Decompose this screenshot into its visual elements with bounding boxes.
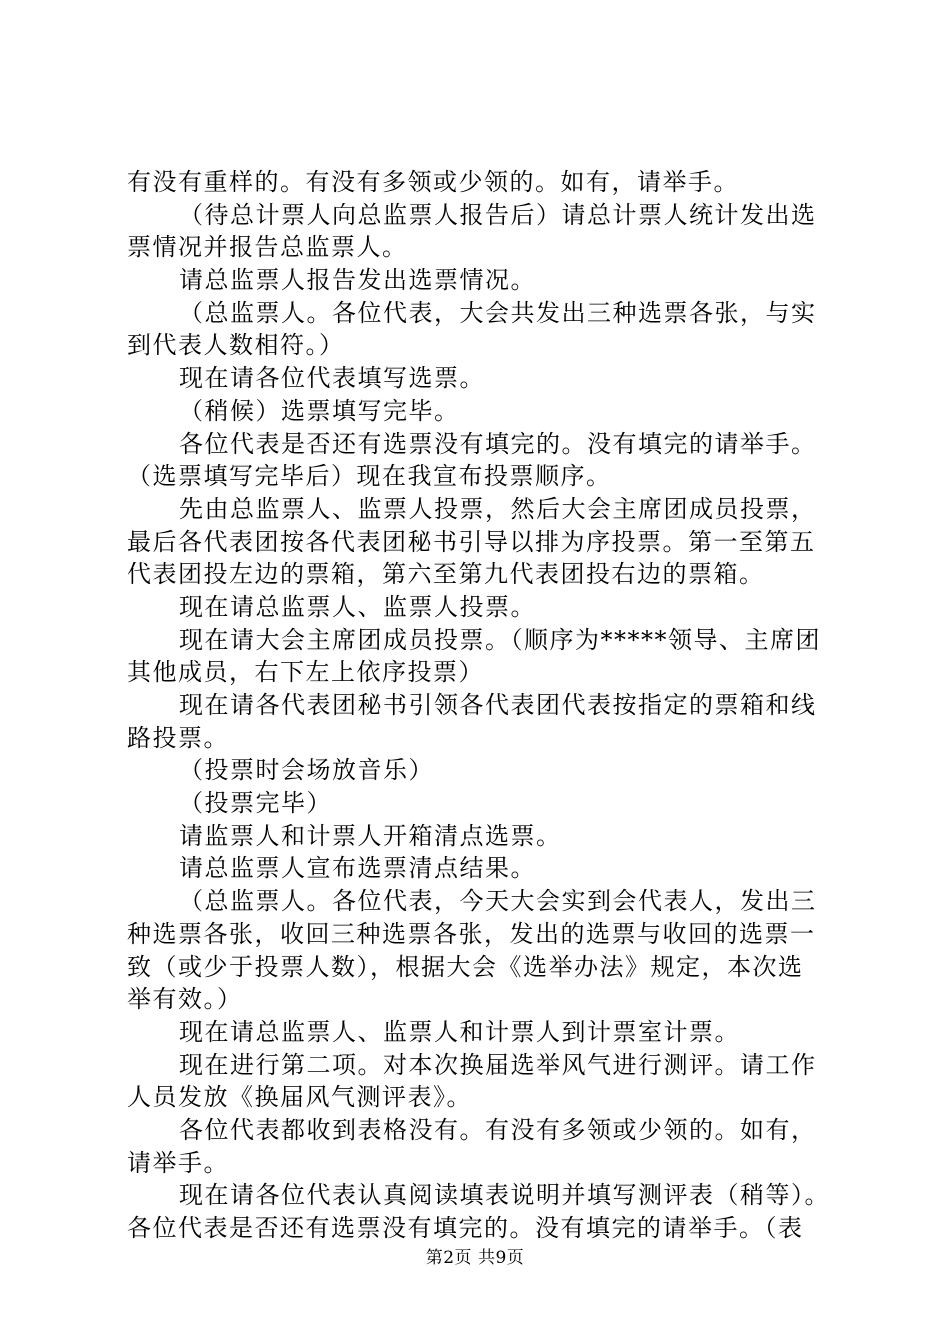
page-number-footer: 第2页 共9页	[425, 1248, 525, 1268]
text-line: （投票完毕）	[179, 789, 332, 818]
text-line: 现在进行第二项。对本次换届选举风气进行测评。请工作	[179, 1050, 817, 1079]
body-text	[127, 166, 837, 1245]
text-line: 先由总监票人、监票人投票，然后大会主席团成员投票，	[179, 494, 817, 523]
text-line: 各位代表是否还有选票没有填完的。没有填完的请举手。（表	[127, 1214, 804, 1242]
text-line: 票情况并报告总监票人。	[127, 233, 408, 262]
text-line: 现在请总监票人、监票人投票。	[179, 592, 536, 621]
text-line: 最后各代表团按各代表团秘书引导以排为序投票。第一至第五	[127, 527, 816, 556]
text-line: （选票填写完毕后）现在我宣布投票顺序。	[127, 462, 612, 491]
text-line: 请总监票人报告发出选票情况。	[179, 266, 536, 295]
text-line: 致（或少于投票人数），根据大会《选举办法》规定，本次选	[127, 952, 804, 981]
text-line: 各位代表是否还有选票没有填完的。没有填完的请举手。	[179, 429, 817, 458]
text-line: 到代表人数相符。）	[127, 331, 345, 360]
text-line: （投票时会场放音乐）	[179, 756, 434, 785]
text-line: 举有效。）	[127, 985, 243, 1014]
text-line: 请总监票人宣布选票清点结果。	[179, 854, 536, 883]
text-line: 代表团投左边的票箱，第六至第九代表团投右边的票箱。	[127, 560, 765, 589]
text-line: 路投票。	[127, 723, 229, 752]
text-line: （稍候）选票填写完毕。	[179, 396, 460, 425]
text-line: 现在请各位代表填写选票。	[179, 364, 485, 393]
text-line: 其他成员，右下左上依序投票）	[127, 658, 484, 687]
text-line: （待总计票人向总监票人报告后）请总计票人统计发出选	[179, 200, 817, 229]
text-line: 现在请各位代表认真阅读填表说明并填写测评表（稍等）。	[179, 1181, 830, 1210]
text-line: （总监票人。各位代表，今天大会实到会代表人，发出三	[179, 887, 817, 916]
text-line: 现在请大会主席团成员投票。（顺序为*****领导、主席团	[179, 625, 821, 654]
text-line: 种选票各张，收回三种选票各张，发出的选票与收回的选票一	[127, 919, 816, 948]
text-line: 人员发放《换届风气测评表》。	[127, 1083, 472, 1112]
text-line: 有没有重样的。有没有多领或少领的。如有，请举手。	[127, 168, 739, 196]
text-line: （总监票人。各位代表，大会共发出三种选票各张，与实	[179, 298, 817, 327]
text-line: 现在请总监票人、监票人和计票人到计票室计票。	[179, 1017, 740, 1046]
text-line: 现在请各代表团秘书引领各代表团代表按指定的票箱和线	[179, 691, 817, 719]
text-line: 请监票人和计票人开箱清点选票。	[179, 821, 562, 850]
text-line: 请举手。	[127, 1148, 229, 1177]
text-line: 各位代表都收到表格没有。有没有多领或少领的。如有，	[179, 1115, 817, 1144]
